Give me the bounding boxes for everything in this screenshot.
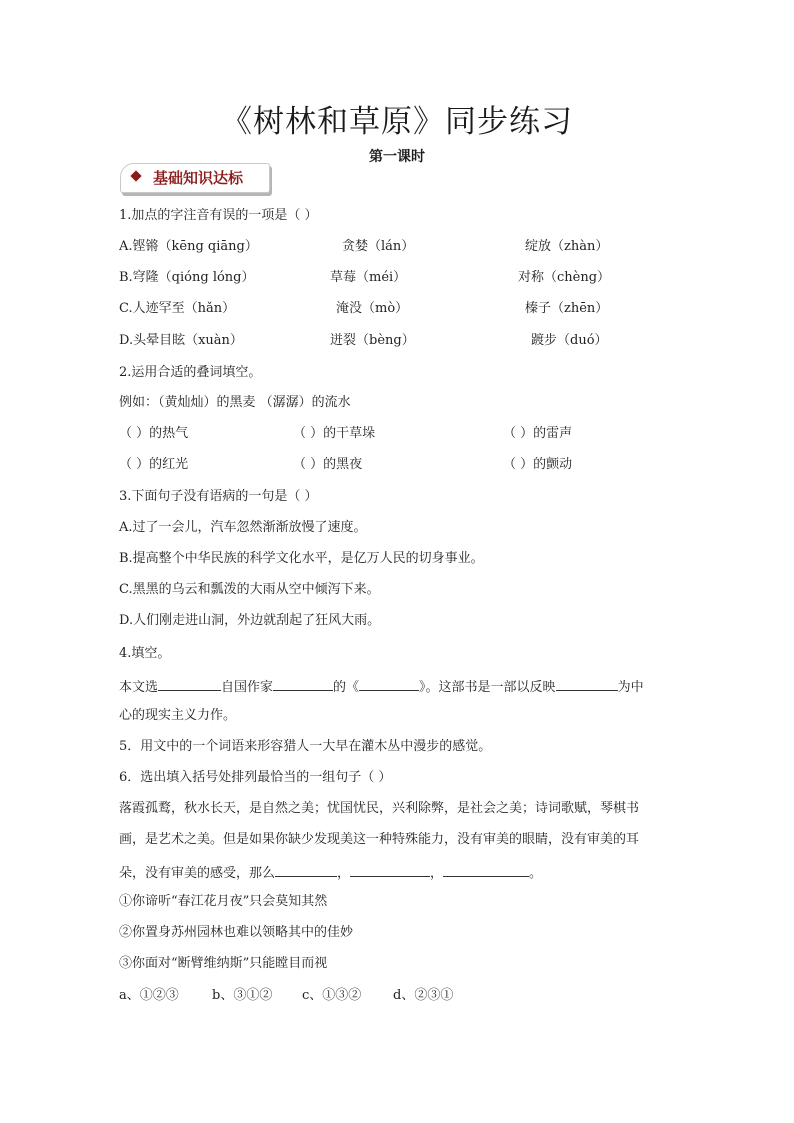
q6-paragraph-line-2: 画，是艺术之美。但是如果你缺少发现美这一种特殊能力，没有审美的眼睛，没有审美的耳 xyxy=(119,832,640,847)
q6-blank-3[interactable] xyxy=(443,862,529,877)
q2-blank-4: （ ）的红光 xyxy=(119,457,189,472)
section-banner xyxy=(120,163,270,193)
q4-text-3: 的《 xyxy=(333,680,360,695)
q3-option-d: D.人们刚走进山洞，外边就刮起了狂风大雨。 xyxy=(119,613,381,628)
q1-option-a-1: A.铿锵（kēng qiāng） xyxy=(119,239,258,254)
q6-choice-d: d、②③① xyxy=(393,988,454,1003)
q1-option-d-2: 迸裂（bèng） xyxy=(330,333,415,348)
q1-option-b-2: 草莓（méi） xyxy=(330,270,407,285)
q2-blank-5: （ ）的黑夜 xyxy=(293,457,363,472)
q6-separator-1: ， xyxy=(337,866,351,881)
q4-text-2: 自国作家 xyxy=(221,680,274,695)
q3-option-c: C.黑黑的乌云和瓢泼的大雨从空中倾泻下来。 xyxy=(119,582,380,597)
q2-stem: 2.运用合适的叠词填空。 xyxy=(119,365,262,380)
q1-option-b-1: B.穹隆（qióng lóng） xyxy=(119,270,255,285)
q1-option-a-3: 绽放（zhàn） xyxy=(525,239,609,254)
q4-blank-2[interactable] xyxy=(273,676,333,691)
q1-stem: 1.加点的字注音有误的一项是（ ） xyxy=(119,208,318,223)
q6-blank-2[interactable] xyxy=(350,862,430,877)
q2-blank-3: （ ）的雷声 xyxy=(503,426,573,441)
q6-stem: 6．选出填入括号处排列最恰当的一组句子（ ） xyxy=(119,770,392,785)
q6-choice-c: c、①③② xyxy=(302,988,362,1003)
q1-option-c-1: C.人迹罕至（hǎn） xyxy=(119,301,236,316)
q1-option-d-3: 踱步（duó） xyxy=(531,333,608,348)
q4-blank-1[interactable] xyxy=(158,676,221,691)
q6-paragraph-line-1: 落霞孤鹜，秋水长天，是自然之美；忧国忧民，兴利除弊，是社会之美；诗词歌赋，琴棋书 xyxy=(119,801,640,816)
q6-item-3: ③你面对“断臂维纳斯”只能瞠目而视 xyxy=(119,956,328,971)
q1-option-a-2: 贪婪（lán） xyxy=(342,239,415,254)
q1-option-b-3: 对称（chèng） xyxy=(518,270,611,285)
q4-blank-3[interactable] xyxy=(359,676,419,691)
q3-stem: 3.下面句子没有语病的一句是（ ） xyxy=(119,489,318,504)
q2-example: 例如：（黄灿灿）的黑麦 （潺潺）的流水 xyxy=(119,395,351,410)
section-banner-label: 基础知识达标 xyxy=(153,169,244,187)
q4-fill-line xyxy=(119,676,644,697)
q6-end: 。 xyxy=(529,866,543,881)
q6-choice-b: b、③①② xyxy=(212,988,273,1003)
page-title: 《树林和草原》同步练习 xyxy=(221,104,573,140)
q1-option-c-2: 淹没（mò） xyxy=(336,301,409,316)
q2-blank-1: （ ）的热气 xyxy=(119,426,189,441)
q6-item-2: ②你置身苏州园林也难以领略其中的佳妙 xyxy=(119,925,354,940)
q4-text-4: 》。这部书是一部以反映 xyxy=(419,680,556,695)
q4-line-2: 心的现实主义力作。 xyxy=(119,708,237,723)
q4-text-5: 为中 xyxy=(617,680,644,695)
page-subtitle: 第一课时 xyxy=(369,149,425,165)
q4-blank-4[interactable] xyxy=(556,676,618,691)
q4-text-1: 本文选 xyxy=(119,680,159,695)
q6-paragraph-line-3 xyxy=(119,862,542,883)
q6-separator-2: ， xyxy=(430,866,444,881)
q6-text-3: 朵，没有审美的感受，那么 xyxy=(119,866,276,881)
q3-option-b: B.提高整个中华民族的科学文化水平，是亿万人民的切身事业。 xyxy=(119,551,484,566)
q6-choice-a: a、①②③ xyxy=(119,988,179,1003)
q4-stem: 4.填空。 xyxy=(119,646,171,661)
q1-option-c-3: 榛子（zhēn） xyxy=(525,301,609,316)
q6-item-1: ①你谛听“春江花月夜”只会莫知其然 xyxy=(119,894,328,909)
q2-blank-2: （ ）的干草垛 xyxy=(293,426,376,441)
q2-blank-6: （ ）的颤动 xyxy=(503,457,573,472)
q6-blank-1[interactable] xyxy=(275,862,337,877)
q5-stem: 5．用文中的一个词语来形容猎人一大早在灌木丛中漫步的感觉。 xyxy=(119,739,492,754)
q1-option-d-1: D.头晕目眩（xuàn） xyxy=(119,333,243,348)
q3-option-a: A.过了一会儿，汽车忽然渐渐放慢了速度。 xyxy=(119,520,367,535)
